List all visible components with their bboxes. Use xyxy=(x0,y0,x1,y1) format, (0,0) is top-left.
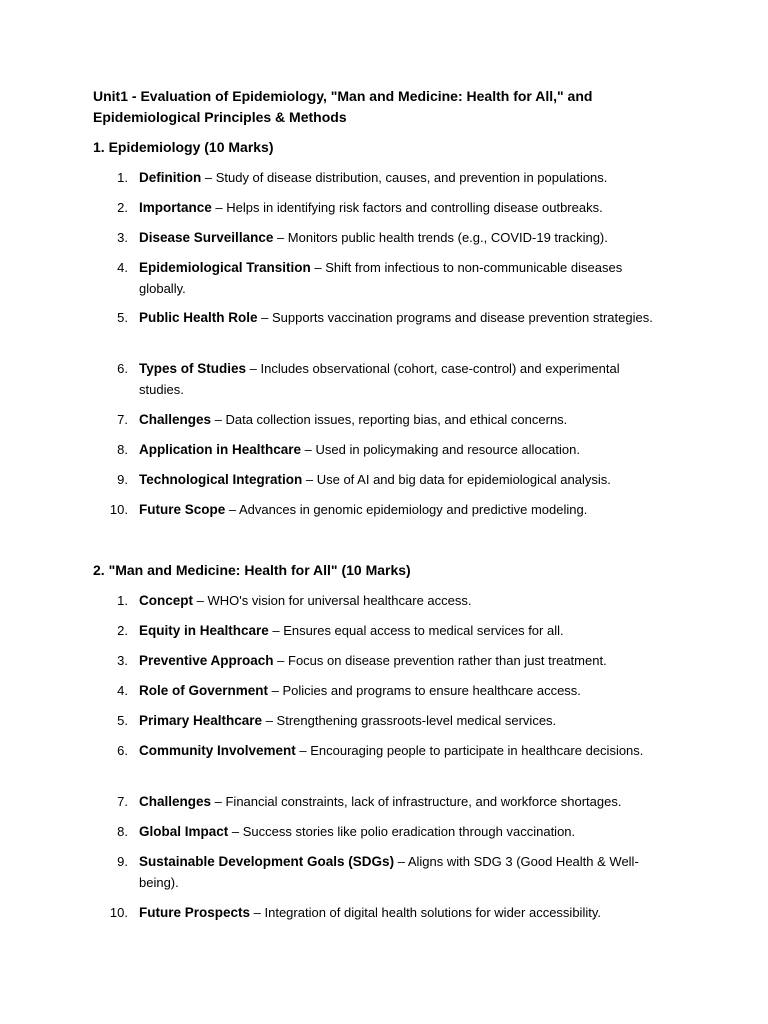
list-item-text xyxy=(139,791,664,812)
list-item-text xyxy=(139,499,664,520)
list-item-number: 8. xyxy=(117,442,128,457)
list-item-number: 6. xyxy=(117,361,128,376)
list-item-text xyxy=(139,710,664,731)
list-item-description: – Ensures equal access to medical services for all. xyxy=(268,623,564,638)
list-item-description: – Advances in genomic epidemiology and predictive modeling. xyxy=(225,502,588,517)
list-item-description: – Study of disease distribution, causes, and prevention in populations. xyxy=(201,170,608,185)
list-item-description: – Encouraging people to participate in healthcare decisions. xyxy=(295,743,644,758)
list-item-term: Importance xyxy=(139,200,212,215)
list-item-description: – Policies and programs to ensure healthcare access. xyxy=(268,683,581,698)
list-item-text xyxy=(139,409,664,430)
list-item-number: 4. xyxy=(117,683,128,698)
list-item-number: 10. xyxy=(109,905,128,920)
list-item-text xyxy=(139,197,664,218)
list-item-number: 5. xyxy=(117,310,128,325)
list-item-term: Equity in Healthcare xyxy=(139,623,269,638)
list-item-term: Challenges xyxy=(139,794,212,809)
list-item-text xyxy=(139,902,664,923)
list-item-number: 7. xyxy=(117,412,128,427)
list-item-text xyxy=(139,167,664,188)
list-item-description: – Data collection issues, reporting bias, and ethical concerns. xyxy=(211,412,568,427)
list-item-description: – Helps in identifying risk factors and controlling disease outbreaks. xyxy=(211,200,603,215)
list-item-description: – Integration of digital health solutions for wider accessibility. xyxy=(250,905,601,920)
list-item-text xyxy=(139,257,664,299)
list-item-text xyxy=(139,650,664,671)
list-item-number: 10. xyxy=(109,502,128,517)
list-item-text xyxy=(139,821,664,842)
list-item-description: – WHO's vision for universal healthcare access. xyxy=(193,593,472,608)
list-item-text xyxy=(139,620,664,641)
list-item-number: 9. xyxy=(117,854,128,869)
list-item-description: – Includes observational (cohort, case-control) and experimental studies. xyxy=(139,361,620,397)
list-item-text xyxy=(139,358,664,400)
list-item-term: Global Impact xyxy=(139,824,229,839)
list-item-text xyxy=(139,680,664,701)
list-item-description: – Focus on disease prevention rather than just treatment. xyxy=(273,653,607,668)
list-item-term: Definition xyxy=(139,170,202,185)
list-item-term: Primary Healthcare xyxy=(139,713,263,728)
list-item-number: 1. xyxy=(117,593,128,608)
list-item-text xyxy=(139,227,664,248)
list-item-description: – Used in policymaking and resource allocation. xyxy=(301,442,580,457)
list-item-term: Community Involvement xyxy=(139,743,296,758)
list-item-description: – Strengthening grassroots-level medical services. xyxy=(262,713,557,728)
list-item-term: Types of Studies xyxy=(139,361,247,376)
list-item-term: Role of Government xyxy=(139,683,269,698)
list-item-description: – Monitors public health trends (e.g., COVID-19 tracking). xyxy=(273,230,608,245)
list-item-term: Application in Healthcare xyxy=(139,442,302,457)
list-item-text xyxy=(139,590,664,611)
list-item-text xyxy=(139,307,664,328)
list-item-term: Disease Surveillance xyxy=(139,230,274,245)
list-item-text xyxy=(139,740,664,761)
list-item-text xyxy=(139,439,664,460)
list-item-number: 1. xyxy=(117,170,128,185)
list-item-number: 9. xyxy=(117,472,128,487)
section-heading-epidemiology: 1. Epidemiology (10 Marks) xyxy=(93,139,274,155)
list-item-term: Challenges xyxy=(139,412,212,427)
list-item-description: – Supports vaccination programs and disease prevention strategies. xyxy=(257,310,653,325)
list-item-number: 2. xyxy=(117,623,128,638)
list-item-number: 6. xyxy=(117,743,128,758)
list-item-number: 3. xyxy=(117,653,128,668)
list-item-term: Public Health Role xyxy=(139,310,258,325)
section-heading-health-for-all: 2. "Man and Medicine: Health for All" (10 Marks) xyxy=(93,562,411,578)
list-item-term: Sustainable Development Goals (SDGs) xyxy=(139,854,395,869)
list-item-text xyxy=(139,469,664,490)
list-item-number: 7. xyxy=(117,794,128,809)
list-item-term: Future Prospects xyxy=(139,905,251,920)
list-item-term: Technological Integration xyxy=(139,472,303,487)
list-item-term: Epidemiological Transition xyxy=(139,260,311,275)
list-item-number: 5. xyxy=(117,713,128,728)
list-item-term: Future Scope xyxy=(139,502,226,517)
list-item-number: 8. xyxy=(117,824,128,839)
list-item-description: – Success stories like polio eradication through vaccination. xyxy=(228,824,576,839)
document-title: Unit1 - Evaluation of Epidemiology, "Man and Medicine: Health for All," and Epidemiological Principles & Methods xyxy=(93,88,593,125)
list-item-description: – Aligns with SDG 3 (Good Health & Well-being). xyxy=(139,854,639,890)
list-item-text xyxy=(139,851,664,893)
list-item-description: – Shift from infectious to non-communicable diseases globally. xyxy=(139,260,623,296)
list-item-term: Preventive Approach xyxy=(139,653,274,668)
list-item-description: – Financial constraints, lack of infrastructure, and workforce shortages. xyxy=(211,794,622,809)
list-item-description: – Use of AI and big data for epidemiological analysis. xyxy=(302,472,611,487)
list-item-number: 3. xyxy=(117,230,128,245)
list-item-term: Concept xyxy=(139,593,193,608)
list-item-number: 2. xyxy=(117,200,128,215)
list-item-number: 4. xyxy=(117,260,128,275)
